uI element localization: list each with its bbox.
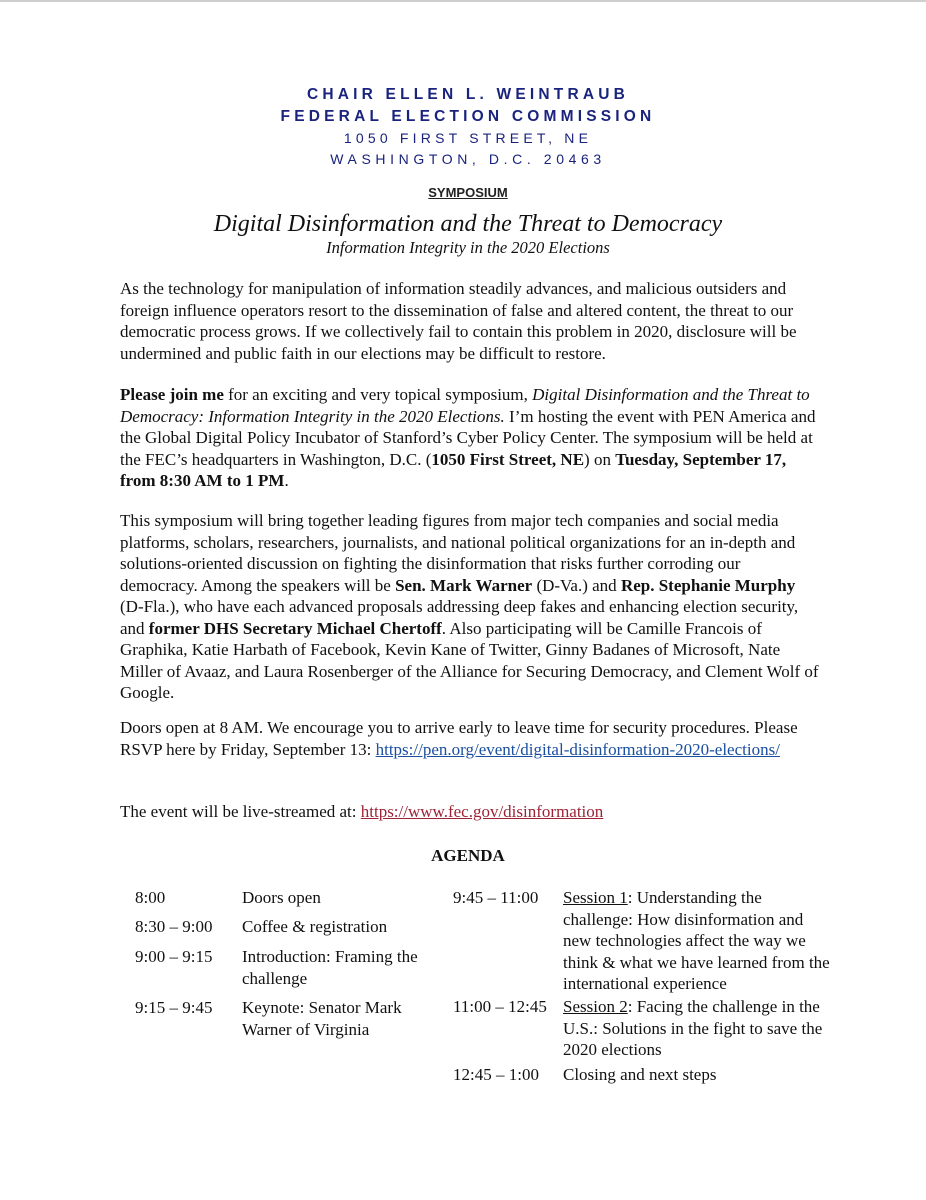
invite-text-4: . xyxy=(284,471,289,490)
letterhead-agency: FEDERAL ELECTION COMMISSION xyxy=(280,108,656,125)
agenda-time: 11:00 – 12:45 xyxy=(453,997,547,1016)
invite-text-2: I’m hosting the event with PEN America and the Global Digital Policy Incubator of Stanford’s Cyber Policy Center. The symposium will be held at the FEC’s headquarters in Washington, D.C. ( xyxy=(120,406,816,469)
speakers-text-1: This symposium will bring together leading figures from major tech companies and social media platforms, scholars, researchers, journalists, and national political organizations for an in-depth and solutions-oriented discussion on fighting the disinformation that risks further corroding our democracy. Among the speakers will be xyxy=(120,511,796,595)
livestream-link[interactable]: https://www.fec.gov/disinformation xyxy=(360,802,604,821)
agenda-time: 12:45 – 1:00 xyxy=(453,1065,539,1084)
speakers-text-3: (D-Fla.), who have each advanced proposals addressing deep fakes and enhancing election security, and xyxy=(120,597,799,638)
event-title: Digital Disinformation and the Threat to Democracy xyxy=(213,211,723,237)
agenda-time: 8:30 – 9:00 xyxy=(135,917,213,936)
agenda-time: 9:45 – 11:00 xyxy=(453,888,539,907)
letterhead-address-street: 1050 FIRST STREET, NE xyxy=(343,130,593,146)
top-border-line xyxy=(0,0,926,2)
invite-lead: Please join me xyxy=(120,385,224,404)
rsvp-link[interactable]: https://pen.org/event/digital-disinformation-2020-elections/ xyxy=(375,739,780,759)
agenda-time: 9:00 – 9:15 xyxy=(135,947,213,966)
agenda-description xyxy=(563,887,833,995)
session-1-label: Session 1 xyxy=(563,888,628,907)
intro-paragraph: As the technology for manipulation of information steadily advances, and malicious outsiders and foreign influence operators resort to the dissemination of false and altered content, the threat to our democratic process grows. If we collectively fail to contain this problem in 2020, disclosure will be undermined and public faith in our elections may be difficult to restore. xyxy=(120,279,797,363)
agenda-description xyxy=(563,996,833,1061)
symposium-label: SYMPOSIUM xyxy=(428,185,508,200)
livestream-paragraph xyxy=(120,801,820,823)
event-subtitle: Information Integrity in the 2020 Elections xyxy=(326,238,610,257)
agenda-time: 8:00 xyxy=(135,888,166,907)
rsvp-paragraph xyxy=(120,717,820,760)
speakers-text-4: . Also participating will be Camille Francois of Graphika, Katie Harbath of Facebook, Kevin Kane of Twitter, Ginny Badanes of Microsoft, Nate Miller of Avaaz, and Laura Rosenberger of the Alliance for Securing Democracy, and Clement Wolf of Google. xyxy=(120,618,819,702)
rsvp-text: Doors open at 8 AM. We encourage you to arrive early to leave time for security procedures. Please RSVP here by Friday, September 13: xyxy=(120,718,798,759)
agenda-description: Closing and next steps xyxy=(563,1065,717,1084)
livestream-text: The event will be live-streamed at: xyxy=(120,802,361,821)
speakers-paragraph xyxy=(120,510,820,704)
session-1-description: : Understanding the challenge: How disinformation and new technologies affect the way we think & what we have learned from the international experience xyxy=(563,888,830,993)
invite-paragraph xyxy=(120,384,820,492)
invite-date: Tuesday, September 17, from 8:30 AM to 1 PM xyxy=(120,449,787,490)
invite-event-title: Digital Disinformation and the Threat to Democracy: Information Integrity in the 2020 Elections. xyxy=(120,385,810,426)
speaker-murphy: Rep. Stephanie Murphy xyxy=(620,575,796,595)
speaker-chertoff: former DHS Secretary Michael Chertoff xyxy=(148,618,442,638)
invite-text-3: ) on xyxy=(584,449,616,469)
letterhead xyxy=(0,84,926,170)
session-2-description: : Facing the challenge in the U.S.: Solutions in the fight to save the 2020 elections xyxy=(563,997,823,1059)
agenda-description: Coffee & registration xyxy=(242,917,388,936)
speaker-warner: Sen. Mark Warner xyxy=(395,575,533,595)
invite-text-1: for an exciting and very topical symposium, xyxy=(223,385,533,404)
agenda-time: 9:15 – 9:45 xyxy=(135,998,213,1017)
letterhead-name: CHAIR ELLEN L. WEINTRAUB xyxy=(306,86,630,103)
speakers-text-2: (D-Va.) and xyxy=(532,575,621,595)
agenda-description: Introduction: Framing the challenge xyxy=(242,947,418,988)
agenda-description: Keynote: Senator Mark Warner of Virginia xyxy=(242,998,402,1039)
agenda-heading: AGENDA xyxy=(431,846,505,865)
agenda-description: Doors open xyxy=(242,888,321,907)
session-2-label: Session 2 xyxy=(563,997,628,1016)
invite-address: 1050 First Street, NE xyxy=(431,449,585,469)
letterhead-address-city: WASHINGTON, D.C. 20463 xyxy=(330,151,606,167)
